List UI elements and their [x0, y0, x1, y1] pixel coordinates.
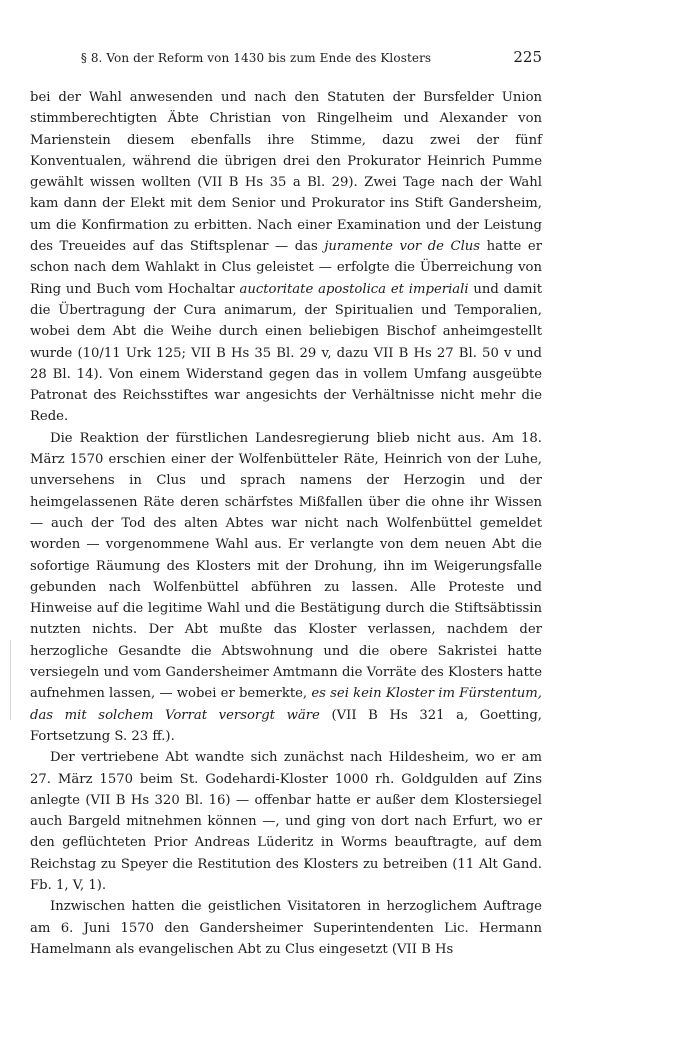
italic-run: auctoritate apostolica et imperiali	[239, 281, 469, 297]
italic-run: juramente vor de Clus	[324, 239, 481, 255]
text-run: und damit die Übertragung der Cura animarum, der Spiritualien und Temporalien, wobei dem Abt die Weihe durch einen beliebigen Bischof anheimgestellt wurde (10/11 Urk 125; VII B Hs 35 Bl. 29 v, dazu VII B Hs 27 Bl. 50 v und 28 Bl. 14). Von einem Widerstand gegen das in vollem Umfang ausgeübte Patronat des Reichsstiftes war angesichts der Verhältnisse nicht mehr die Rede.	[30, 281, 543, 425]
margin-mark	[10, 640, 11, 720]
running-title: § 8. Von der Reform von 1430 bis zum Ende des Klosters	[80, 51, 432, 65]
text-run: bei der Wahl anwesenden und nach den Statuten der Bursfelder Union stimmberechtigten Äbte Christian von Ringelheim und Alexander von Marienstein diesem ebenfalls ihre Stimme, dazu zwei der fünf Konventualen, während die übrigen drei den Prokurator Heinrich Pumme gewählt wissen wollten (VII B Hs 35 a Bl. 29). Zwei Tage nach der Wahl kam dann der Elekt mit dem Senior und Prokurator ins Stift Gandersheim, um die Konfirmation zu erbitten. Nach einer Examination und der Leistung des Treueides auf das Stiftsplenar — das	[30, 90, 542, 255]
text-run: Inzwischen hatten die geistlichen Visitatoren in herzoglichem Auftrage am 6. Juni 1570 den Gandersheimer Superintendenten Lic. Hermann Hamelmann als evangelischen Abt zu Clus eingesetzt (VII B Hs	[30, 899, 542, 957]
text-run: Die Reaktion der fürstlichen Landesregierung blieb nicht aus. Am 18. März 1570 erschien einer der Wolfenbütteler Räte, Heinrich von der Luhe, unversehens in Clus und sprach namens der Herzogin und der heimgelassenen Räte deren schärfstes Mißfallen über die ohne ihr Wissen — auch der Tod des alten Abtes war nicht nach Wolfenbüttel gemeldet worden — vorgenommene Wahl aus. Er verlangte von dem neuen Abt die sofortige Räumung des Klosters mit der Drohung, ihn im Weigerungsfalle gebunden nach Wolfenbüttel abführen zu lassen. Alle Proteste und Hinweise auf die legitime Wahl und die Bestätigung durch die Stiftsäbtissin nutzten nichts. Der Abt mußte das Kloster verlassen, nachdem der herzogliche Gesandte die Abtswohnung und die obere Sakristei hatte versiegeln und vom Gandersheimer Amtmann die Vorräte des Klosters hatte aufnehmen lassen, — wobei er bemerkte,	[30, 430, 542, 702]
text-run: Der vertriebene Abt wandte sich zunächst nach Hildesheim, wo er am 27. März 1570 beim St. Godehardi-Kloster 1000 rh. Goldgulden auf Zins anlegte (VII B Hs 320 Bl. 16) — offenbar hatte er außer dem Klostersiegel auch Bargeld mitnehmen können —, und ging von dort nach Erfurt, wo er den geflüchteten Prior Andreas Lüderitz in Worms beauftragte, auf dem Reichstag zu Speyer die Restitution des Klosters zu betreiben (11 Alt Gand. Fb. 1, V, 1).	[30, 750, 542, 893]
paragraph	[30, 747, 542, 896]
text-run: hatte er schon nach dem Wahlakt in Clus geleistet — erfolgte die Überreichung von Ring und Buch vom Hochaltar	[30, 239, 542, 297]
paragraph	[30, 896, 542, 960]
paragraph	[30, 428, 542, 747]
italic-run: es sei kein Kloster im Fürstentum, das mit solchem Vorrat versorgt wäre	[30, 686, 542, 723]
running-header	[30, 48, 542, 70]
body-text	[30, 87, 542, 960]
page-number: 225	[513, 48, 542, 66]
paragraph	[30, 87, 542, 428]
text-run: (VII B Hs 321 a, Goetting, Fortsetzung S. 23 ff.).	[30, 707, 542, 744]
